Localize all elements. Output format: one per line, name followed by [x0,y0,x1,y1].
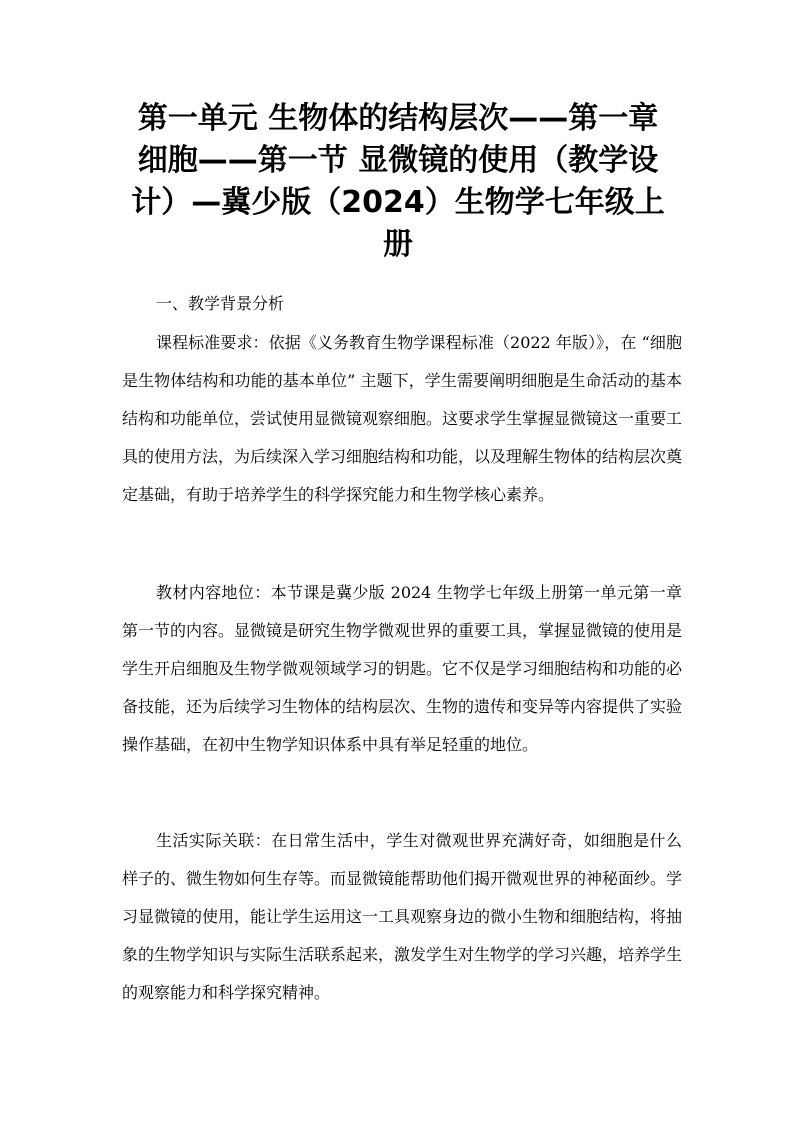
paragraph-real-life-connection: 生活实际关联：在日常生活中，学生对微观世界充满好奇，如细胞是什么样子的、微生物如何生存等。而显微镜能帮助他们揭开微观世界的神秘面纱。学习显微镜的使用，能让学生运用这一工具观察身边的微小生物和细胞结构，将抽象的生物学知识与实际生活联系起来，激发学生对生物学的学习兴趣，培养学生的观察能力和科学探究精神。 [122,831,683,1002]
section-heading: 一、教学背景分析 [156,294,285,313]
paragraph-textbook-position: 教材内容地位：本节课是冀少版 2024 生物学七年级上册第一单元第一章第一节的内容。显微镜是研究生物学微观世界的重要工具，掌握显微镜的使用是学生开启细胞及生物学微观领域学习的钥匙。它不仅是学习细胞结构和功能的必备技能，还为后续学习生物体的结构层次、生物的遗传和变异等内容提供了实验操作基础，在初中生物学知识体系中具有举足轻重的地位。 [122,583,683,754]
document-title: 第一单元 生物体的结构层次——第一章 细胞——第一节 显微镜的使用（教学设计）—冀少版（2024）生物学七年级上册 [131,101,665,262]
paragraph-curriculum-standard: 课程标准要求：依据《义务教育生物学课程标准（2022 年版）》，在 “细胞是生物体结构和功能的基本单位” 主题下，学生需要阐明细胞是生命活动的基本结构和功能单位，尝试使用显微镜观察细胞。这要求学生掌握显微镜这一重要工具的使用方法，为后续深入学习细胞结构和功能，以及理解生物体的结构层次奠定基础，有助于培养学生的科学探究能力和生物学核心素养。 [122,333,683,504]
